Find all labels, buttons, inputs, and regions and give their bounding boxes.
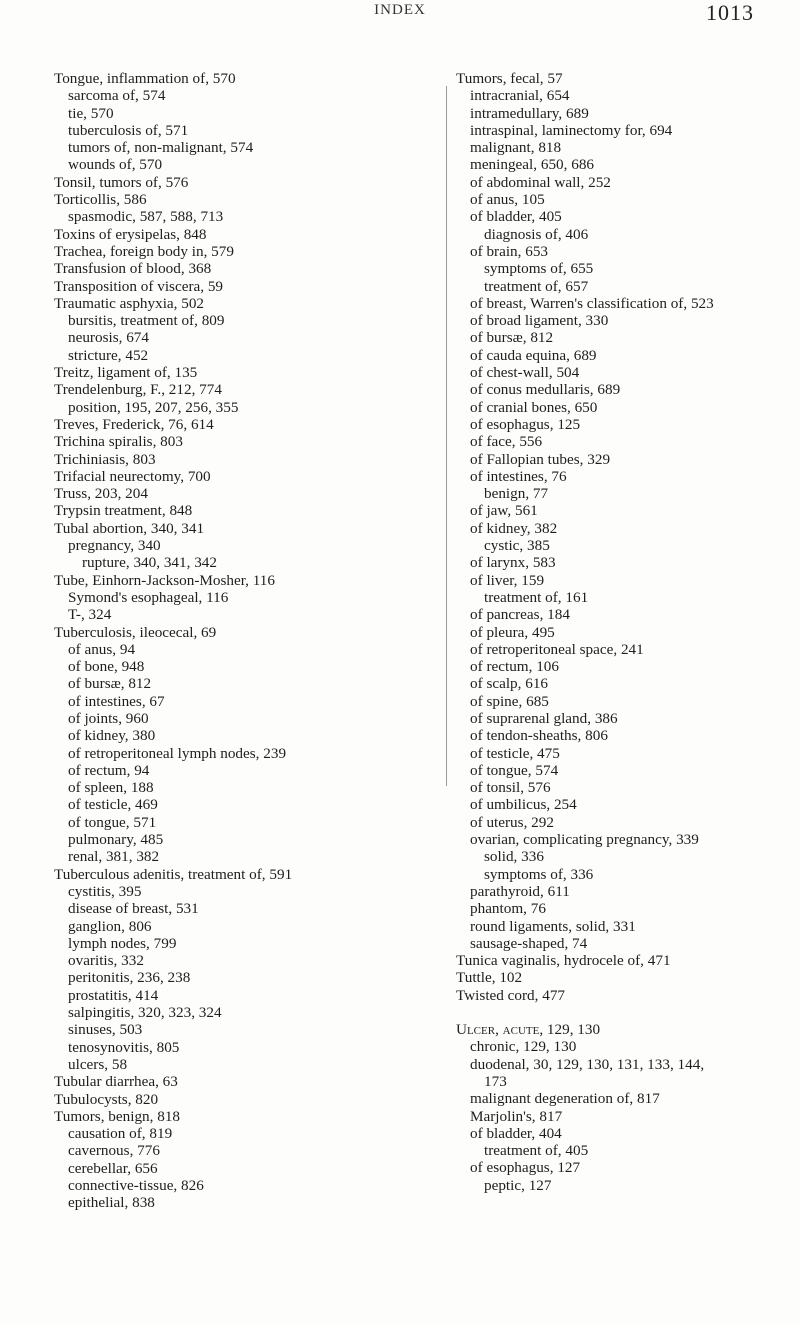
index-entry: Trifacial neurectomy, 700 (54, 467, 211, 485)
index-entry: of retroperitoneal space, 241 (470, 640, 644, 658)
index-entry: intracranial, 654 (470, 87, 570, 105)
index-entry: Traumatic asphyxia, 502 (54, 294, 205, 312)
index-entry: of chest-wall, 504 (470, 364, 580, 382)
index-entry: connective-tissue, 826 (68, 1177, 204, 1194)
index-entry: of brain, 653 (470, 242, 549, 260)
index-entry: T-, 324 (68, 606, 112, 624)
index-entry: prostatitis, 414 (68, 986, 159, 1004)
index-entry: Trypsin treatment, 848 (54, 502, 193, 520)
index-entry: of tendon-sheaths, 806 (470, 727, 608, 745)
index-entry: of liver, 159 (470, 571, 545, 589)
index-entry: tuberculosis of, 571 (68, 121, 189, 139)
index-entry: of anus, 105 (470, 191, 545, 209)
index-entry: rupture, 340, 341, 342 (82, 554, 217, 572)
index-entry: peptic, 127 (484, 1176, 552, 1194)
index-entry: tenosynovitis, 805 (68, 1038, 180, 1056)
index-entry: Tumors, fecal, 57 (456, 70, 563, 87)
index-entry: of testicle, 475 (470, 744, 560, 762)
index-entry: ovaritis, 332 (68, 952, 144, 970)
index-entry: of abdominal wall, 252 (470, 173, 611, 191)
index-entry: treatment of, 657 (484, 277, 589, 295)
index-entry: lymph nodes, 799 (68, 934, 177, 952)
index-entry: benign, 77 (484, 485, 549, 503)
index-entry: chronic, 129, 130 (470, 1038, 577, 1056)
index-entry: of conus medullaris, 689 (470, 381, 621, 399)
index-entry: of joints, 960 (68, 709, 149, 727)
index-entry: of bursæ, 812 (68, 675, 152, 693)
index-entry: of testicle, 469 (68, 796, 158, 814)
index-entry: pregnancy, 340 (68, 537, 161, 555)
index-entry: Trendelenburg, F., 212, 774 (54, 381, 222, 399)
index-entry: of broad ligament, 330 (470, 312, 609, 330)
running-header-title: INDEX (374, 2, 426, 18)
index-entry: Tubal abortion, 340, 341 (54, 519, 205, 537)
index-entry: Trachea, foreign body in, 579 (54, 242, 234, 260)
index-entry: Torticollis, 586 (54, 191, 147, 209)
index-entry: spasmodic, 587, 588, 713 (68, 208, 224, 226)
index-entry: of pancreas, 184 (470, 606, 570, 624)
index-entry: of cranial bones, 650 (470, 398, 598, 416)
index-entry: intramedullary, 689 (470, 104, 589, 122)
index-entry: of breast, Warren's classification of, 523 (470, 294, 714, 312)
index-entry: of larynx, 583 (470, 554, 556, 572)
index-entry: Tuberculosis, ileocecal, 69 (54, 623, 217, 641)
index-entry: round ligaments, solid, 331 (470, 917, 636, 935)
index-entry: salpingitis, 320, 323, 324 (68, 1004, 222, 1022)
page-number: 1013 (706, 0, 754, 25)
index-entry: cavernous, 776 (68, 1142, 160, 1160)
index-entry: of scalp, 616 (470, 675, 549, 693)
index-entry: of esophagus, 127 (470, 1159, 581, 1177)
index-entry: neurosis, 674 (68, 329, 149, 347)
index-entry: position, 195, 207, 256, 355 (68, 398, 239, 416)
index-entry: tumors of, non-malignant, 574 (68, 139, 254, 157)
index-entry: Marjolin's, 817 (470, 1107, 563, 1125)
index-entry: ovarian, complicating pregnancy, 339 (470, 831, 699, 849)
index-entry: Transfusion of blood, 368 (54, 260, 212, 278)
index-entry: sarcoma of, 574 (68, 87, 166, 105)
section-gap (456, 1004, 796, 1021)
index-entry: of tonsil, 576 (470, 779, 551, 797)
index-entry: of face, 556 (470, 433, 543, 451)
index-entry: Tuttle, 102 (456, 969, 523, 987)
index-entry: disease of breast, 531 (68, 900, 199, 918)
index-entry: of anus, 94 (68, 640, 136, 658)
index-entry: of spine, 685 (470, 692, 549, 710)
index-entry: renal, 381, 382 (68, 848, 160, 866)
index-entry: of uterus, 292 (470, 813, 554, 831)
index-entry: of bursæ, 812 (470, 329, 554, 347)
index-entry: solid, 336 (484, 848, 544, 866)
index-entry: of suprarenal gland, 386 (470, 709, 618, 727)
index-entry: of intestines, 67 (68, 692, 165, 710)
index-entry: pulmonary, 485 (68, 831, 164, 849)
index-entry: of pleura, 495 (470, 623, 555, 641)
index-entry: of rectum, 94 (68, 761, 150, 779)
index-entry: of bladder, 404 (470, 1124, 562, 1142)
index-entry: Tumors, benign, 818 (54, 1107, 181, 1125)
index-entry: duodenal, 30, 129, 130, 131, 133, 144, (470, 1055, 705, 1073)
index-entry: of retroperitoneal lymph nodes, 239 (68, 744, 287, 762)
index-entry: of cauda equina, 689 (470, 346, 597, 364)
index-entry: symptoms of, 336 (484, 865, 594, 883)
index-entry: ganglion, 806 (68, 917, 152, 935)
index-entry: cerebellar, 656 (68, 1159, 158, 1177)
index-entry: Tongue, inflammation of, 570 (54, 70, 236, 87)
index-entry: diagnosis of, 406 (484, 225, 589, 243)
index-entry: Tube, Einhorn-Jackson-Mosher, 116 (54, 571, 275, 589)
index-entry: symptoms of, 655 (484, 260, 594, 278)
index-entry: bursitis, treatment of, 809 (68, 312, 225, 330)
index-entry: of rectum, 106 (470, 658, 559, 676)
index-entry: malignant degeneration of, 817 (470, 1090, 660, 1108)
index-entry: Tuberculous adenitis, treatment of, 591 (54, 865, 293, 883)
index-entry: malignant, 818 (470, 139, 562, 157)
index-entry: stricture, 452 (68, 346, 149, 364)
index-entry: Symond's esophageal, 116 (68, 588, 229, 606)
index-column-left (54, 70, 439, 1212)
index-entry: wounds of, 570 (68, 156, 163, 174)
index-entry: sinuses, 503 (68, 1021, 143, 1039)
index-entry: of jaw, 561 (470, 502, 538, 520)
index-entry: ulcers, 58 (68, 1055, 128, 1073)
index-entry: phantom, 76 (470, 900, 546, 918)
index-entry: peritonitis, 236, 238 (68, 969, 191, 987)
index-column-right (456, 70, 796, 1194)
index-entry: Truss, 203, 204 (54, 485, 148, 503)
index-entry: Tunica vaginalis, hydrocele of, 471 (456, 952, 671, 970)
index-entry: Toxins of erysipelas, 848 (54, 225, 207, 243)
index-entry: intraspinal, laminectomy for, 694 (470, 121, 673, 139)
index-entry: of bladder, 405 (470, 208, 562, 226)
index-entry: Tubular diarrhea, 63 (54, 1073, 178, 1091)
index-entry: of intestines, 76 (470, 467, 567, 485)
index-entry: Tonsil, tumors of, 576 (54, 173, 189, 191)
index-entry: epithelial, 838 (68, 1194, 155, 1212)
index-entry: Transposition of viscera, 59 (54, 277, 224, 295)
index-entry: 173 (484, 1072, 507, 1090)
index-entry: of tongue, 571 (68, 813, 157, 831)
index-entry: Trichina spiralis, 803 (54, 433, 183, 451)
index-entry: Tubulocysts, 820 (54, 1090, 159, 1108)
index-entry: Treves, Frederick, 76, 614 (54, 415, 214, 433)
index-entry: sausage-shaped, 74 (470, 934, 588, 952)
index-entry: tie, 570 (68, 104, 114, 122)
column-divider (446, 86, 447, 786)
index-entry: of bone, 948 (68, 658, 145, 676)
index-entry: cystitis, 395 (68, 882, 142, 900)
index-entry: Ulcer, acute, 129, 130 (456, 1021, 601, 1039)
index-entry: of Fallopian tubes, 329 (470, 450, 611, 468)
index-entry: Treitz, ligament of, 135 (54, 364, 198, 382)
index-entry: causation of, 819 (68, 1125, 173, 1143)
index-entry: of esophagus, 125 (470, 415, 581, 433)
index-entry: meningeal, 650, 686 (470, 156, 595, 174)
index-entry: treatment of, 161 (484, 588, 589, 606)
index-entry: treatment of, 405 (484, 1142, 589, 1160)
index-entry: parathyroid, 611 (470, 882, 570, 900)
index-entry: of tongue, 574 (470, 761, 559, 779)
index-entry: of umbilicus, 254 (470, 796, 577, 814)
index-entry: of kidney, 382 (470, 519, 558, 537)
index-entry: of spleen, 188 (68, 779, 154, 797)
index-entry: Trichiniasis, 803 (54, 450, 156, 468)
index-entry: cystic, 385 (484, 537, 550, 555)
index-entry: of kidney, 380 (68, 727, 156, 745)
index-entry: Twisted cord, 477 (456, 986, 566, 1004)
